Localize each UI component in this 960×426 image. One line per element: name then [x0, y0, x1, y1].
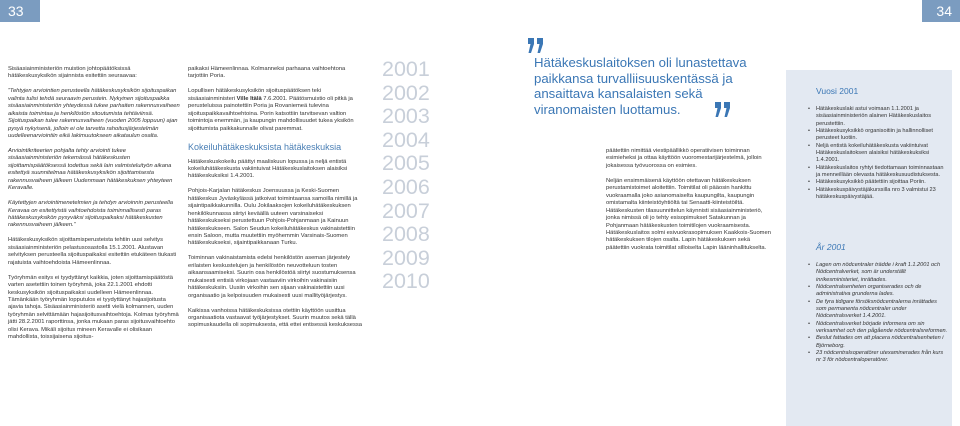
section-heading: Kokeiluhätäkeskuksista hätäkeskuksia — [188, 141, 342, 152]
list-item: • Hätäkeskuspäivystäjäkurssilla nro 3 valmistui 23 hätäkeskuspäivystäjää. — [808, 187, 948, 202]
year-summary-sidebar — [786, 70, 952, 426]
text-column-1 — [8, 66, 180, 342]
list-item: • Nödcentralsenheten organiserades och de administrativa grunderna lades. — [808, 284, 948, 299]
year-label: 2008 — [382, 222, 430, 247]
year-list — [382, 58, 464, 294]
paragraph: Sisäasiainministeriön muistion johtopäätöksissä hätäkeskusyksikön sijainnista esitettiin seuraavaa: — [8, 66, 137, 80]
paragraph: Työryhmän esitys ei tyydyttänyt kaikkia, joten sijoittamispäätöstä varten asetettiin toinen työryhmä, joka 22.1.2001 ehdotti keskusyksikön sijoituspaikaksi uudelleen Hämeenlinnaa. Tämänkään työryhmän lopputulos ei tyydyttänyt hajasijoitusta ajavia tahoja. Sisäasiainministeriö asetti vielä kolmannen, uuden työryhmän selvittämään hajasijoitusvaihtoehtoja. Kolmas työryhmä jätti 28.2.2001 raporttinsa, jonka mukaan paras sijoitusvaihtoehto olisi Kerava. Mikäli sijoitus mineen Keravalle ei olisikaan mahdollista, toissijaisena sijoitus- — [8, 274, 179, 341]
text-column-2 — [188, 66, 362, 330]
year-label: 2001 — [382, 57, 430, 81]
paragraph: Toiminnan vakinaistamista edelsi henkilöstön aseman järjestely erilaisten keskustelujen ja henkilöstön neuvotteluun tosten aikaansaamiseksi. Suurin osa henkilöstöä siirtyi suostumuksensa mukaisesti entisiä virkojaan vastaaviin virkoihin vakinaisiin hätäkeskuksiin. Uusiin virkoihin sen sijaan vakinaistettiin uusi organisaatio ja kelpoisuuden mukaisesti uusi mallityöjärjestys. — [188, 255, 356, 299]
minister-name: Ville Itälä — [236, 95, 262, 102]
list-item: • Hätäkeskuslaitos ryhtyi tiedottamaan toiminnastaan ja menneillään olevasta hätäkeskusuudistuksesta. — [808, 165, 948, 180]
year-label: 2006 — [382, 174, 430, 199]
list-item: • 23 nödcentralsoperatörer utexaminerades från kurs nr 3 för nödcentraloperatörer. — [808, 350, 948, 365]
sidebar-list-fi — [808, 106, 948, 201]
text-column-3 — [606, 148, 771, 252]
paragraph: paikaksi Hämeenlinnaa. Kolmanneksi parhaana vaihtoehtona tarjottiin Poria. — [188, 66, 346, 80]
paragraph: Kaikissa vanhoissa hätäkeskuksissa otettiin käyttöön uusittua organisaatiota vastaavat työjärjestykset. Suurin muutos sekä tällä sopimuskaudella oli sopimuksesta, että ettei entisessä keskuksessa — [188, 307, 362, 329]
year-label: 2009 — [382, 245, 430, 270]
list-item: • Hätäkeskuslaki astui voimaan 1.1.2001 ja sisäasiainministeriön alainen Hätäkeskuslaitos perustettiin. — [808, 106, 948, 128]
text-run: 7.6.2001. Päätösmuistio oli pitkä ja perusteluissa painotettiin Poria ja Rovaniemeä tulevina sijoituspaikkavaihtoehtoina. Porin katsottiin tarvitsevan valtion toimintoja enemmän, ja kaupungin mahdollisuudet tukea yksikön sijoittumista paikkakunnalle olivat paremmat. — [188, 95, 354, 132]
paragraph: Hätäkeskuskokeilu päättyi maaliskuun lopussa ja neljä entistä kokeiluhätäkeskusta vakiintuivat Hätäkeskuslaitoksen alaisiksi hätäkeskuksiksi 1.4.2001. — [188, 158, 348, 180]
year-label: 2005 — [382, 151, 430, 176]
paragraph: Neljän ensimmäisenä käyttöön otettavan hätäkeskuksen perustamistoimet aloitettiin. Toimitilat oli pääosin hankittu vuokraamalla joko asianomaiselta kaupungilta, kaupungin omistamalta kiinteistöyhtiöltä tai Senaatti-kiinteistöiltä. Hätäkeskusten tilasuunnittelun käynnisti sisäasiainministeriö, jonka nimissä oli jo tehty esisopimukset Satakunnan ja Pohjanmaan hätäkeskusten toimitilojen vuokraamisesta. Hätäkeskuslaitos solmi esivuokrasopimuksen Kaakkois-Suomen hätäkeskuksen tilojen osalta. Lapin hätäkeskuksen sekä päätettiin vuokrata toimitilat silloiselta Lapin lääninhallitukselta. — [606, 177, 771, 251]
list-item: • Neljä entistä kokeiluhätäkeskusta vakiintuivat Hätäkeskuslaitoksen alaisiksi hätäkeskuksiksi 1.4.2001. — [808, 143, 948, 165]
close-quote-icon — [714, 100, 734, 120]
sidebar-list-sv — [808, 262, 948, 365]
pull-quote: Hätäkeskuslaitoksen oli lunastettava paikkansa turvalliisuuskentässä ja ansaittava kansalaisten sekä viranomaisten luottamus. — [534, 55, 747, 117]
page-number-right: 34 — [922, 0, 960, 22]
list-item: • De fyra tidigare försöksnödcentralerna inrättades som permanenta nödcentraler under Nödcentralsverket 1.4.2001. — [808, 299, 948, 321]
list-item: • Lagen om nödcentraler trädde i kraft 1.1.2001 och Nödcentralverket, som är underställt inrikesministeriet, inrättades. — [808, 262, 948, 284]
list-item: • Nödcentralsverket började informera om sin verksamhet och den pågående nödcentralsreformen. — [808, 321, 948, 336]
page-number-left: 33 — [0, 0, 40, 22]
year-label: 2010 — [382, 269, 430, 294]
year-label: 2002 — [382, 80, 430, 105]
paragraph — [188, 88, 362, 133]
sidebar-title-sv: År 2001 — [816, 242, 846, 252]
quoted-paragraph: Arviointikriteerien pohjalta tehty arviointi tukee sisäasiainministeriön tekemässä hätäkeskusten sijoittamispäätöksessä todettua sekä lain valmisteluityön aikana esitettyä suunnitelmaa hätäkeskusyksikön sijoittamisesta rakennusvaiheen jälkeen Uudenmaan hätäkeskuksen yhteyteen Keravalle. — [8, 147, 173, 192]
open-quote-icon — [527, 36, 547, 56]
year-label: 2003 — [382, 104, 430, 129]
list-item: • Hätäkeskusyksikkö päätettiin sijoittaa Poriin. — [808, 179, 948, 186]
text-run: Lopullisen hätäkeskusyksikön sijoituspäätöksen teki sisäasiainministeri — [188, 88, 322, 102]
sidebar-title-fi: Vuosi 2001 — [816, 86, 859, 96]
year-label: 2004 — [382, 127, 430, 152]
quoted-paragraph: ”Tehtyjen arviointien perusteella hätäkeskusyksikön sijoituspaikan valinta tulisi tehdä seuraavin perustein. Nykyinen sijoituspaikka sisäasiainministeriön yhteydessä tukee parhaiten rakennusvaiheen aikaista toimintaa ja henkilöstön sitoutumista tehtäviinsä. Sijoituspaikan tulee rakennusvaiheen (vuoden 2005 loppuun) ajan pysyä nykyisenä, jolloin ei ole tarvetta rahoitusjärjestelmän uudelleenarviointiin eikä lakimuutokseen aikataulun osalta. — [8, 88, 180, 140]
paragraph: päätettiin nimittää viestipäällikkö operatiivisen toiminnan esimieheksi ja ottaa käyttöön vuoromestarijärjestelmä, jolloin jokaisessa työvuorossa on esimies. — [606, 148, 762, 169]
paragraph: Hätäkeskusyksikön sijoittamisperusteista tehtiin uusi selvitys sisäasiainministeriön pelastusosastolla 15.1.2001. Alustavan selvityksen perusteella sijoituspaikaksi esitettiin etukäteen tiukasti rajatuista vaihtoehdoista Hämeenlinnaa. — [8, 237, 177, 266]
year-label: 2007 — [382, 198, 430, 223]
paragraph: Pohjois-Karjalan hätäkeskus Joensuussa ja Keski-Suomen hätäkeskus Jyväskylässä jatkoivat toimintaansa samoilla nimillä ja sijaintipaikkakunnilla. Oulu Jokilaaksojen kokeiluhätäkeskuksen henkilökunnassa siirtyi keväällä uuteen varsinaiseksi hätäkeskukseksi perustettuun Pohjois-Pohjanmaan ja Kainuun hätäkeskukseen. Salon Seudun kokeiluhätäkeskus vakinaistettiin ensin Saloon, mutta muutettiin myöhemmin Varsinais-Suomen hätäkeskukseksi, sijaintipaikkanaan Turku. — [188, 188, 358, 247]
quoted-paragraph: Käytettyjen arviointimenetelmien ja tehdyn arvioinnin perusteella Keravaa on esitettyistä vaihtoehdoista toiminnallisesti paras hätäkeskusyksikön pysyväksi sijoituspaikaksi hätäkeskusten rakennusvaiheen jälkeen.” — [8, 200, 173, 229]
list-item: • Hätäkeskusyksikkö organisoitiin ja hallinnolliset perusteet luotiin. — [808, 128, 948, 143]
list-item: • Beslut fattades om att placera nödcentralsenheten i Björneborg. — [808, 335, 948, 350]
